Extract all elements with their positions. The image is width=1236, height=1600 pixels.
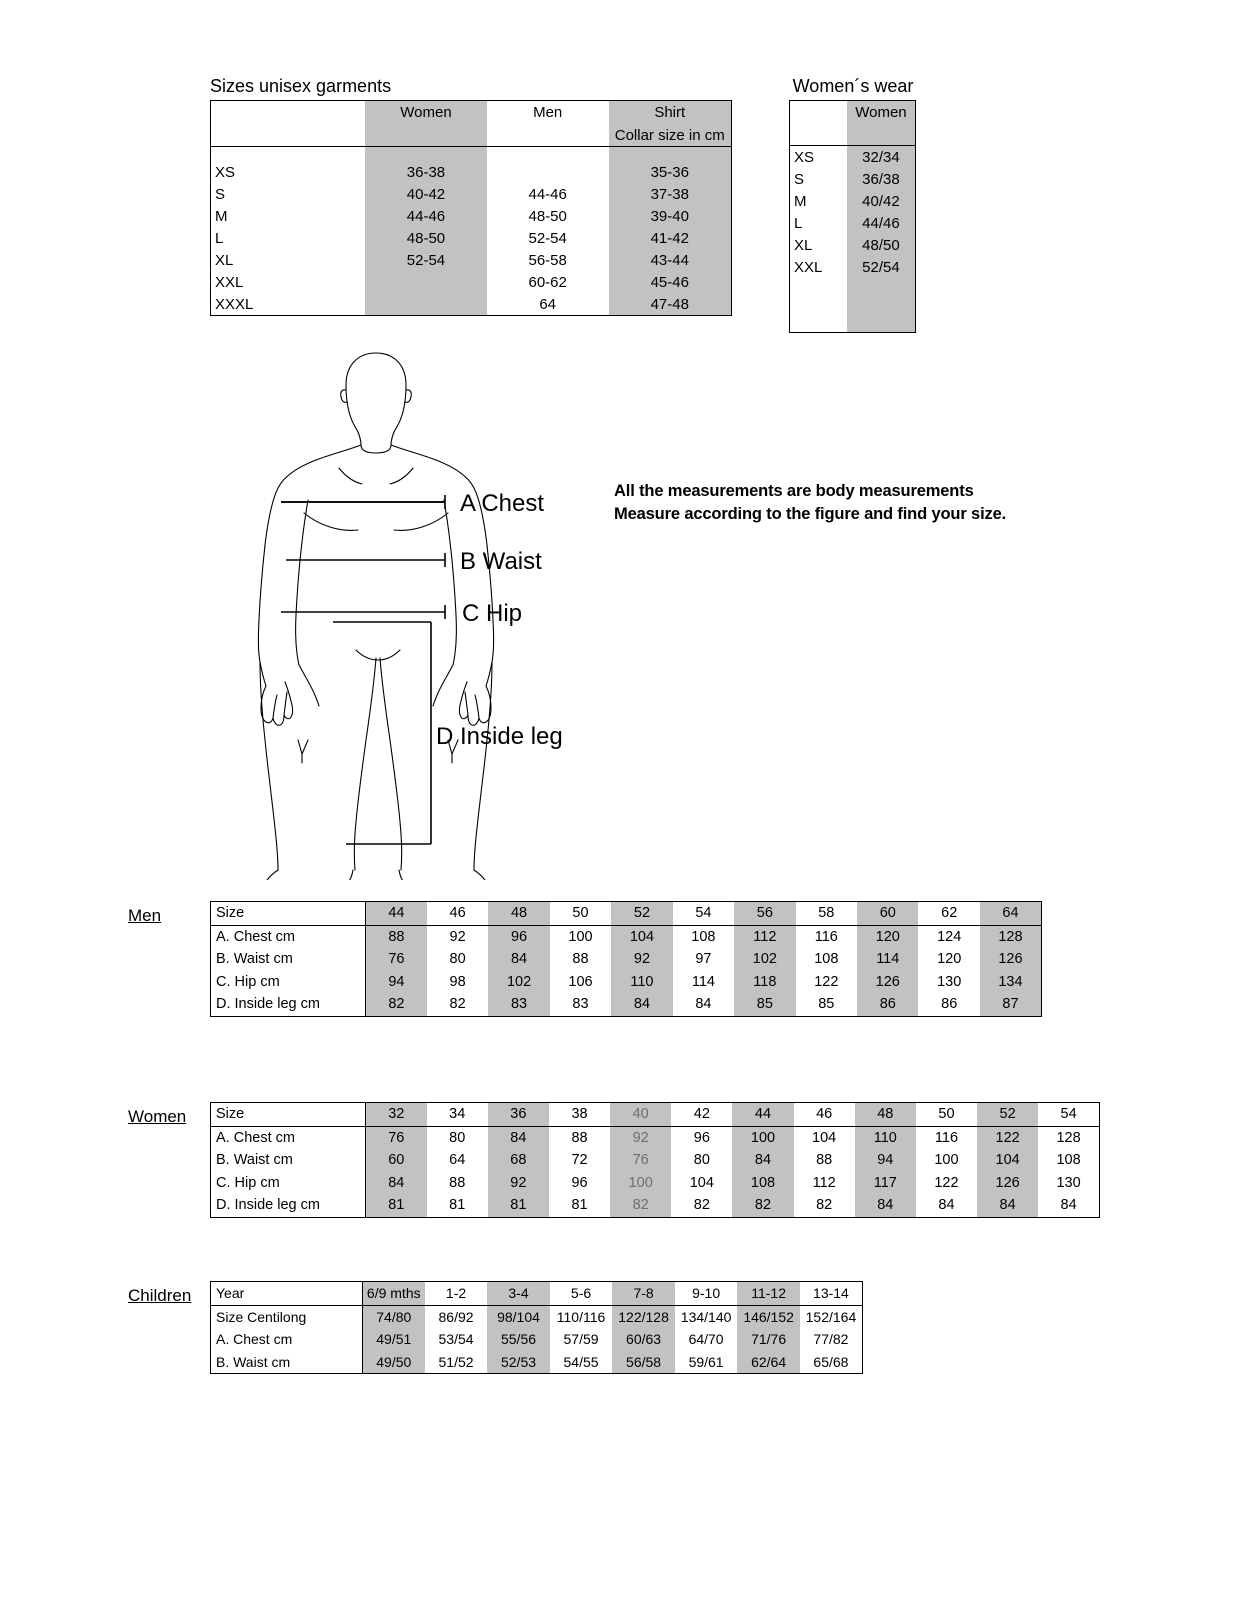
cell-chest: 57/59 (563, 1331, 599, 1348)
children-measurements-table (210, 1281, 863, 1374)
cell-hip: 117 (855, 1172, 916, 1195)
table-row (790, 146, 916, 169)
cell-inside-leg: 86 (941, 996, 958, 1013)
cell-waist: 84 (732, 1149, 793, 1172)
cell-chest: 60/63 (612, 1328, 675, 1351)
cell-men: 60-62 (528, 273, 567, 291)
header-size-46: 46 (794, 1103, 855, 1127)
subheader-collar-size: Collar size in cm (609, 124, 732, 147)
measurement-lines (281, 502, 445, 844)
header-size-60: 60 (857, 902, 918, 926)
spacer-cell-1 (211, 147, 366, 162)
cell-chest: 96 (488, 925, 549, 948)
cell-inside-leg: 82 (732, 1194, 793, 1217)
subheader-blank-3 (487, 124, 609, 147)
header-size-52: 52 (977, 1103, 1038, 1127)
cell-chest: 92 (610, 1126, 671, 1149)
cell-hip: 130 (937, 973, 962, 990)
cell-hip: 104 (689, 1174, 714, 1191)
header-size-58: 58 (796, 902, 857, 926)
cell-chest: 53/54 (438, 1331, 474, 1348)
cell-waist: 80 (449, 951, 466, 968)
cell-waist: 100 (934, 1152, 959, 1169)
filler-cell-1 (790, 305, 847, 333)
row-header-inside-leg: D. Inside leg cm (211, 1194, 366, 1217)
note-line-2: Measure according to the figure and find your size. (614, 505, 1007, 523)
cell-centilong: 74/80 (362, 1305, 425, 1328)
cell-hip: 88 (449, 1174, 466, 1191)
cell-women: 40-42 (365, 183, 487, 205)
cell-inside-leg: 83 (572, 996, 589, 1013)
header-size-44: 44 (732, 1103, 793, 1127)
filler-cell-2 (847, 305, 916, 333)
header-year-3-4: 3-4 (487, 1282, 550, 1306)
cell-chest: 104 (812, 1129, 837, 1146)
cell-chest: 88 (365, 925, 426, 948)
table-row (211, 1328, 863, 1351)
cell-chest: 80 (449, 1129, 466, 1146)
cell-chest: 122 (977, 1126, 1038, 1149)
cell-value: 52/54 (847, 256, 916, 278)
cell-hip: 122 (934, 1174, 959, 1191)
cell-waist: 56/58 (612, 1351, 675, 1374)
subheader-blank-2 (847, 123, 916, 146)
row-header-centilong: Size Centilong (211, 1305, 363, 1328)
women-measurements-table (210, 1102, 1100, 1218)
table-row (211, 249, 732, 271)
cell-chest: 84 (488, 1126, 549, 1149)
header-size-62: 62 (918, 902, 979, 926)
table-row (211, 1126, 1100, 1149)
cell-shirt: 43-44 (609, 249, 732, 271)
cell-size: XXL (794, 258, 823, 276)
cell-centilong: 146/152 (737, 1305, 800, 1328)
table-header-row (211, 902, 1042, 926)
cell-waist: 126 (980, 948, 1042, 971)
cell-waist: 76 (365, 948, 426, 971)
cell-chest: 76 (365, 1126, 426, 1149)
header-women: Women (365, 101, 487, 125)
cell-inside-leg: 82 (816, 1197, 833, 1214)
header-size-40: 40 (610, 1103, 671, 1127)
table-row (211, 1194, 1100, 1217)
cell-waist: 76 (610, 1149, 671, 1172)
cell-chest: 116 (814, 928, 838, 945)
cell-waist: 108 (1056, 1152, 1081, 1169)
cell-women: 52-54 (365, 249, 487, 271)
cell-hip: 94 (365, 971, 426, 994)
cell-shirt: 45-46 (609, 271, 732, 293)
cell-waist: 120 (937, 951, 962, 968)
cell-size: L (215, 229, 224, 247)
table-row (211, 271, 732, 293)
header-size-50: 50 (550, 902, 611, 926)
waist-label: B Waist (460, 548, 542, 575)
children-measurements-section (210, 1281, 863, 1374)
cell-waist: 104 (977, 1149, 1038, 1172)
header-size-64: 64 (980, 902, 1042, 926)
cell-inside-leg: 84 (695, 996, 712, 1013)
cell-chest: 124 (937, 928, 962, 945)
cell-inside-leg: 83 (488, 993, 549, 1016)
cell-waist: 102 (734, 948, 795, 971)
cell-size: XL (215, 251, 234, 269)
table-row (211, 948, 1042, 971)
cell-centilong: 86/92 (438, 1308, 474, 1325)
table-row (211, 1351, 863, 1374)
cell-men: 56-58 (528, 251, 567, 269)
cell-inside-leg: 84 (977, 1194, 1038, 1217)
header-blank-cell (790, 101, 847, 124)
unisex-sizes-section (210, 75, 732, 316)
table-header-row (790, 101, 916, 124)
table-spacer-row (211, 147, 732, 162)
cell-shirt: 39-40 (609, 205, 732, 227)
cell-waist: 80 (693, 1152, 710, 1169)
cell-inside-leg: 82 (365, 993, 426, 1016)
cell-inside-leg: 87 (980, 993, 1042, 1016)
cell-value: 48/50 (847, 234, 916, 256)
cell-inside-leg: 81 (571, 1197, 588, 1214)
cell-hip: 100 (610, 1172, 671, 1195)
inside-leg-label: D Inside leg (436, 723, 563, 750)
table-row (790, 256, 916, 278)
cell-shirt: 35-36 (609, 161, 732, 183)
cell-waist: 88 (816, 1152, 833, 1169)
cell-inside-leg: 84 (938, 1197, 955, 1214)
row-header-year: Year (211, 1282, 363, 1306)
cell-waist: 62/64 (737, 1351, 800, 1374)
table-row (211, 183, 732, 205)
cell-chest: 92 (449, 928, 466, 945)
table-header-row (211, 1103, 1100, 1127)
table-row (211, 925, 1042, 948)
cell-inside-leg: 86 (857, 993, 918, 1016)
cell-men: 64 (539, 295, 557, 313)
cell-chest: 49/51 (362, 1328, 425, 1351)
header-size-44: 44 (365, 902, 426, 926)
table-row (211, 971, 1042, 994)
cell-women: 36-38 (365, 161, 487, 183)
cell-chest: 71/76 (737, 1328, 800, 1351)
header-year-11-12: 11-12 (737, 1282, 800, 1306)
cell-centilong: 152/164 (805, 1308, 857, 1325)
table-filler-row (790, 278, 916, 305)
table-row (790, 212, 916, 234)
cell-waist: 108 (814, 951, 839, 968)
subheader-blank-2 (365, 124, 487, 147)
womenswear-table (789, 100, 916, 333)
cell-inside-leg: 82 (610, 1194, 671, 1217)
table-row (211, 993, 1042, 1016)
cell-hip: 98 (449, 973, 466, 990)
cell-men: 48-50 (528, 207, 567, 225)
women-section-label: Women (128, 1107, 187, 1126)
cell-size: M (215, 207, 228, 225)
header-year-5-6: 5-6 (550, 1282, 613, 1306)
header-year-7-8: 7-8 (612, 1282, 675, 1306)
cell-hip: 92 (488, 1172, 549, 1195)
cell-hip: 126 (977, 1172, 1038, 1195)
cell-hip: 114 (691, 973, 715, 990)
cell-hip: 108 (732, 1172, 793, 1195)
women-measurements-section (210, 1102, 1100, 1218)
cell-size: S (215, 185, 226, 203)
cell-chest: 96 (693, 1129, 710, 1146)
cell-centilong: 98/104 (487, 1305, 550, 1328)
header-size-42: 42 (671, 1103, 732, 1127)
cell-hip: 126 (857, 971, 918, 994)
cell-waist: 49/50 (362, 1351, 425, 1374)
cell-men: 52-54 (528, 229, 567, 247)
header-size-54: 54 (673, 902, 734, 926)
cell-chest: 55/56 (487, 1328, 550, 1351)
header-size-46: 46 (427, 902, 488, 926)
cell-chest: 77/82 (813, 1331, 849, 1348)
measurement-note (614, 480, 1006, 526)
cell-chest: 100 (732, 1126, 793, 1149)
cell-hip: 122 (814, 973, 839, 990)
cell-value: 40/42 (847, 190, 916, 212)
cell-size: XXXL (215, 295, 254, 313)
cell-inside-leg: 85 (734, 993, 795, 1016)
table-row (790, 190, 916, 212)
header-year-9-10: 9-10 (675, 1282, 738, 1306)
cell-women (365, 293, 487, 316)
header-size-38: 38 (549, 1103, 610, 1127)
spacer-cell-4 (609, 147, 732, 162)
cell-hip: 134 (980, 971, 1042, 994)
header-year-13-14: 13-14 (800, 1282, 863, 1306)
womenswear-title: Women´s wear (792, 76, 914, 96)
table-filler-row (790, 305, 916, 333)
header-shirt: Shirt (609, 101, 732, 125)
cell-size: XS (794, 148, 815, 166)
cell-size: S (794, 170, 805, 188)
cell-value: 36/38 (847, 168, 916, 190)
men-measurements-section (210, 901, 1042, 1017)
note-line-1: All the measurements are body measurements (614, 482, 974, 500)
cell-chest: 110 (855, 1126, 916, 1149)
cell-waist: 68 (488, 1149, 549, 1172)
table-row (211, 227, 732, 249)
hip-label: C Hip (462, 600, 523, 627)
row-header-inside-leg: D. Inside leg cm (211, 993, 366, 1016)
cell-waist: 59/61 (688, 1353, 724, 1370)
cell-waist: 84 (488, 948, 549, 971)
header-size-48: 48 (488, 902, 549, 926)
header-size-36: 36 (488, 1103, 549, 1127)
filler-cell-1 (790, 278, 847, 305)
cell-size: XS (215, 163, 236, 181)
row-header-waist: B. Waist cm (211, 1351, 363, 1374)
cell-size: M (794, 192, 807, 210)
body-measurement-figure (236, 340, 856, 880)
subheader-blank-1 (790, 123, 847, 146)
header-men: Men (533, 104, 563, 121)
men-section-label: Men (128, 906, 162, 925)
table-row (790, 234, 916, 256)
table-subheader-row (211, 124, 732, 147)
cell-shirt: 47-48 (609, 293, 732, 316)
table-row (211, 1149, 1100, 1172)
header-women: Women (847, 101, 916, 124)
chest-label: A Chest (460, 490, 545, 517)
spacer-cell-3 (487, 147, 609, 162)
men-measurements-table (210, 901, 1042, 1017)
cell-chest: 116 (934, 1129, 959, 1146)
cell-waist: 92 (611, 948, 672, 971)
cell-waist: 114 (857, 948, 918, 971)
table-subheader-row (790, 123, 916, 146)
cell-chest: 112 (734, 925, 795, 948)
cell-waist: 65/68 (813, 1353, 849, 1370)
cell-waist: 88 (572, 951, 589, 968)
cell-hip: 110 (611, 971, 672, 994)
cell-inside-leg: 81 (365, 1194, 426, 1217)
cell-shirt: 41-42 (609, 227, 732, 249)
cell-hip: 102 (488, 971, 549, 994)
cell-inside-leg: 84 (611, 993, 672, 1016)
cell-waist: 94 (855, 1149, 916, 1172)
header-size-56: 56 (734, 902, 795, 926)
womenswear-section (789, 75, 917, 333)
table-header-row (211, 101, 732, 125)
row-header-hip: C. Hip cm (211, 1172, 366, 1195)
cell-hip: 96 (571, 1174, 588, 1191)
cell-hip: 118 (734, 971, 795, 994)
cell-waist: 60 (365, 1149, 426, 1172)
header-size-52: 52 (611, 902, 672, 926)
table-row (211, 1305, 863, 1328)
table-header-row (211, 1282, 863, 1306)
cell-inside-leg: 84 (855, 1194, 916, 1217)
row-header-chest: A. Chest cm (211, 1126, 366, 1149)
cell-inside-leg: 81 (488, 1194, 549, 1217)
cell-hip: 106 (568, 973, 593, 990)
cell-chest: 128 (1056, 1129, 1081, 1146)
table-row (211, 161, 732, 183)
cell-chest: 64/70 (688, 1331, 724, 1348)
header-blank-cell (211, 101, 366, 125)
cell-hip: 130 (1056, 1174, 1081, 1191)
table-row (211, 293, 732, 316)
row-header-hip: C. Hip cm (211, 971, 366, 994)
cell-shirt: 37-38 (609, 183, 732, 205)
cell-chest: 120 (857, 925, 918, 948)
cell-waist: 51/52 (438, 1353, 474, 1370)
cell-chest: 108 (691, 928, 716, 945)
row-header-size: Size (211, 1103, 366, 1127)
cell-inside-leg: 81 (449, 1197, 466, 1214)
row-header-waist: B. Waist cm (211, 948, 366, 971)
cell-centilong: 110/116 (556, 1308, 606, 1325)
table-row (211, 1172, 1100, 1195)
cell-waist: 54/55 (563, 1353, 599, 1370)
row-header-chest: A. Chest cm (211, 925, 366, 948)
cell-inside-leg: 82 (693, 1197, 710, 1214)
header-size-54: 54 (1038, 1103, 1099, 1127)
header-size-48: 48 (855, 1103, 916, 1127)
spacer-cell-2 (365, 147, 487, 162)
table-row (790, 168, 916, 190)
header-year-1-2: 1-2 (425, 1282, 487, 1306)
unisex-sizes-title: Sizes unisex garments (210, 76, 392, 96)
cell-waist: 97 (695, 951, 712, 968)
cell-size: XL (794, 236, 813, 254)
cell-chest: 88 (571, 1129, 588, 1146)
header-size-34: 34 (427, 1103, 488, 1127)
human-body-diagram (236, 340, 856, 880)
cell-waist: 52/53 (487, 1351, 550, 1374)
cell-size: XXL (215, 273, 244, 291)
cell-inside-leg: 82 (449, 996, 466, 1013)
cell-inside-leg: 84 (1060, 1197, 1077, 1214)
cell-waist: 72 (571, 1152, 588, 1169)
cell-centilong: 122/128 (612, 1305, 675, 1328)
cell-hip: 112 (812, 1174, 836, 1191)
cell-women: 48-50 (365, 227, 487, 249)
children-section-label: Children (128, 1286, 192, 1305)
unisex-sizes-table (210, 100, 732, 316)
cell-value: 32/34 (847, 146, 916, 169)
row-header-chest: A. Chest cm (211, 1328, 363, 1351)
header-size-50: 50 (916, 1103, 977, 1127)
row-header-size: Size (211, 902, 366, 926)
cell-inside-leg: 85 (818, 996, 835, 1013)
header-year-6-9-mths: 6/9 mths (362, 1282, 425, 1306)
cell-women: 44-46 (365, 205, 487, 227)
cell-value: 44/46 (847, 212, 916, 234)
subheader-blank-1 (211, 124, 366, 147)
cell-hip: 84 (365, 1172, 426, 1195)
row-header-waist: B. Waist cm (211, 1149, 366, 1172)
cell-waist: 64 (449, 1152, 466, 1169)
cell-chest: 100 (568, 928, 593, 945)
cell-chest: 104 (611, 925, 672, 948)
cell-men (487, 161, 609, 183)
cell-centilong: 134/140 (680, 1308, 732, 1325)
cell-size: L (794, 214, 803, 232)
table-row (211, 205, 732, 227)
cell-women (365, 271, 487, 293)
header-size-32: 32 (365, 1103, 426, 1127)
cell-men: 44-46 (528, 185, 567, 203)
cell-chest: 128 (980, 925, 1042, 948)
filler-cell-2 (847, 278, 916, 305)
